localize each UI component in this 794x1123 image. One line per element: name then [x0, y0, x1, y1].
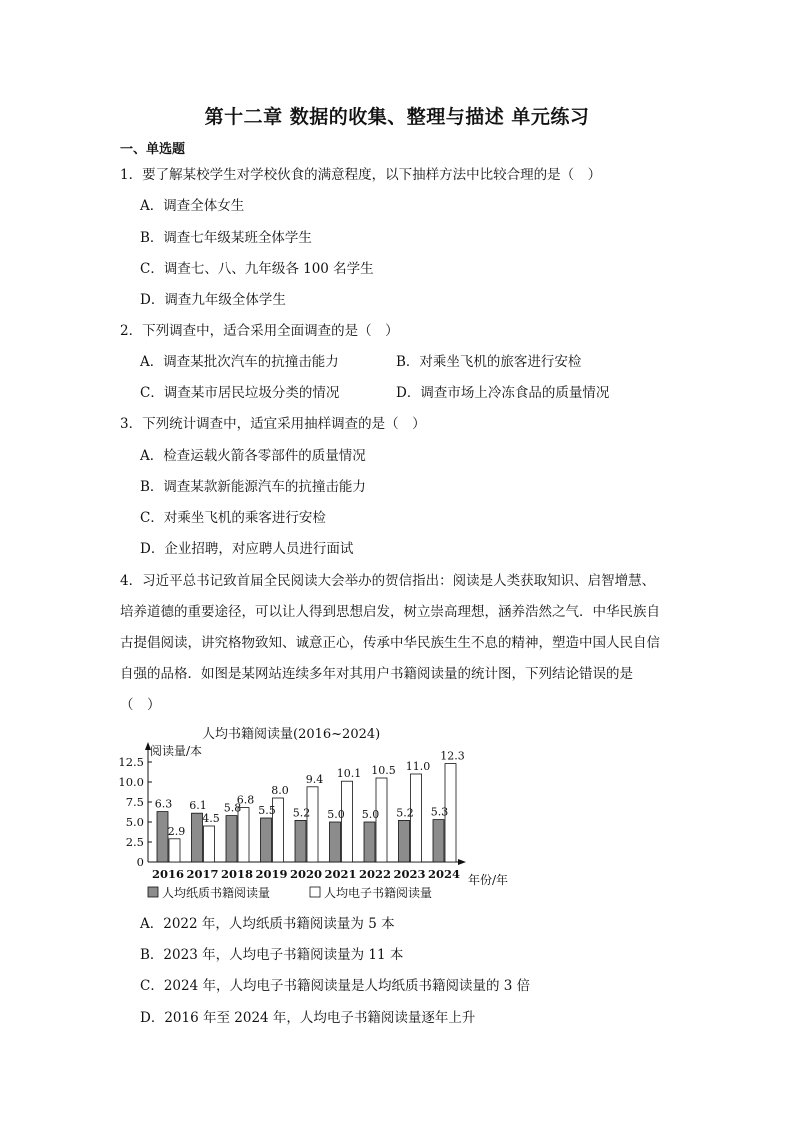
data-label-ebook: 10.5: [371, 764, 396, 777]
x-tick-label: 2016: [151, 867, 185, 881]
page-title: 第十二章 数据的收集、整理与描述 单元练习: [204, 106, 590, 128]
x-axis-arrow: [458, 859, 466, 865]
bar-paper: [364, 822, 375, 862]
x-tick-label: 2019: [255, 867, 288, 881]
data-label-paper: 5.0: [327, 808, 345, 821]
question-3-option-a: A．检查运载火箭各零部件的质量情况: [140, 448, 366, 464]
question-4-option-d: D．2016 年至 2024 年，人均电子书籍阅读量逐年上升: [140, 1010, 476, 1026]
legend-label-paper: 人均纸质书籍阅读量: [162, 886, 271, 900]
question-1-option-c: C．调查七、八、九年级各 100 名学生: [140, 261, 374, 277]
bar-paper: [330, 822, 341, 862]
question-2-option-a: A．调查某批次汽车的抗撞击能力: [140, 354, 339, 370]
question-2-option-b: B．对乘坐飞机的旅客进行安检: [396, 354, 582, 370]
reading-chart: [118, 722, 528, 908]
y-tick-label: 7.5: [125, 795, 144, 809]
question-2-option-d: D．调查市场上冷冻食品的质量情况: [396, 385, 610, 401]
question-2-option-c: C．调查某市居民垃圾分类的情况: [140, 385, 340, 401]
data-label-ebook: 8.0: [271, 784, 289, 797]
data-label-ebook: 2.9: [167, 824, 186, 838]
x-tick-label: 2017: [186, 867, 219, 881]
question-3-option-c: C．对乘坐飞机的乘客进行安检: [140, 510, 326, 526]
bar-paper: [192, 813, 203, 862]
data-label-ebook: 11.0: [405, 760, 431, 773]
x-tick-label: 2021: [324, 867, 357, 881]
data-label-ebook: 4.5: [202, 812, 220, 825]
data-label-paper: 5.2: [292, 806, 311, 820]
data-label-paper: 5.8: [223, 801, 242, 815]
question-4-option-b: B．2023 年，人均电子书籍阅读量为 11 本: [140, 947, 404, 963]
question-2-stem: 2．下列调查中，适合采用全面调查的是（ ）: [120, 323, 399, 339]
legend-swatch-paper: [148, 887, 158, 897]
legend-swatch-ebook: [310, 887, 320, 897]
data-label-paper: 5.3: [430, 805, 449, 819]
data-label-ebook: 9.4: [305, 772, 324, 786]
question-1-stem: 1．要了解某校学生对学校伙食的满意程度，以下抽样方法中比较合理的是（ ）: [120, 167, 602, 183]
bar-ebook: [204, 826, 215, 862]
x-tick-label: 2024: [427, 867, 461, 881]
data-label-paper: 6.1: [189, 799, 207, 813]
x-tick-label: 2023: [393, 867, 426, 881]
question-1-option-d: D．调查九年级全体学生: [140, 292, 286, 308]
question-4-stem-line-2: 培养道德的重要途径，可以让人得到思想启发，树立崇高理想，涵养浩然之气．中华民族自: [120, 604, 660, 620]
y-tick-label: 0: [136, 855, 144, 869]
y-tick-label: 5.0: [125, 815, 144, 829]
question-4-stem-line-1: 4．习近平总书记致首届全民阅读大会举办的贺信指出：阅读是人类获取知识、启智增慧、: [120, 573, 656, 589]
data-label-ebook: 12.3: [440, 749, 465, 763]
bar-ebook: [307, 787, 318, 862]
chart-title: 人均书籍阅读量(2016~2024): [202, 727, 381, 742]
bar-paper: [433, 820, 444, 862]
y-tick-label: 12.5: [118, 755, 144, 769]
data-label-ebook: 6.8: [236, 793, 255, 807]
y-tick-label: 10.0: [118, 775, 144, 789]
question-4-stem-line-3: 古提倡阅读，讲究格物致知、诚意正心，传承中华民族生生不息的精神，塑造中国人民自信: [120, 635, 660, 651]
question-1-option-b: B．调查七年级某班全体学生: [140, 230, 312, 246]
bar-ebook: [169, 839, 180, 862]
y-axis-label: 阅读量/本: [150, 744, 203, 758]
question-4-option-c: C．2024 年，人均电子书籍阅读量是人均纸质书籍阅读量的 3 倍: [140, 978, 531, 994]
question-4-stem-line-5: （ ）: [120, 697, 161, 713]
data-label-paper: 5.0: [361, 808, 380, 821]
x-tick-label: 2022: [358, 867, 392, 881]
x-tick-label: 2018: [220, 867, 254, 881]
bar-ebook: [238, 808, 249, 862]
bar-paper: [157, 812, 168, 862]
bar-paper: [295, 820, 306, 862]
question-4-option-a: A．2022 年，人均纸质书籍阅读量为 5 本: [140, 916, 395, 932]
data-label-paper: 5.2: [396, 806, 414, 820]
bar-paper: [261, 818, 272, 862]
x-tick-label: 2020: [289, 867, 323, 881]
question-3-option-b: B．调查某款新能源汽车的抗撞击能力: [140, 479, 366, 495]
data-label-paper: 6.3: [154, 797, 173, 811]
section-heading: 一、单选题: [120, 142, 186, 157]
legend-label-ebook: 人均电子书籍阅读量: [324, 886, 433, 900]
bar-ebook: [342, 781, 353, 862]
bar-paper: [226, 816, 237, 862]
y-tick-label: 2.5: [125, 835, 144, 849]
question-3-option-d: D．企业招聘，对应聘人员进行面试: [140, 541, 354, 557]
question-4-stem-line-4: 自强的品格．如图是某网站连续多年对其用户书籍阅读量的统计图，下列结论错误的是: [120, 666, 633, 682]
data-label-ebook: 10.1: [336, 767, 362, 781]
bar-paper: [399, 820, 410, 862]
question-3-stem: 3．下列统计调查中，适宜采用抽样调查的是（ ）: [120, 416, 426, 432]
question-1-option-a: A．调查全体女生: [140, 198, 245, 214]
x-axis-label: 年份/年: [468, 873, 509, 887]
data-label-paper: 5.5: [258, 804, 276, 817]
